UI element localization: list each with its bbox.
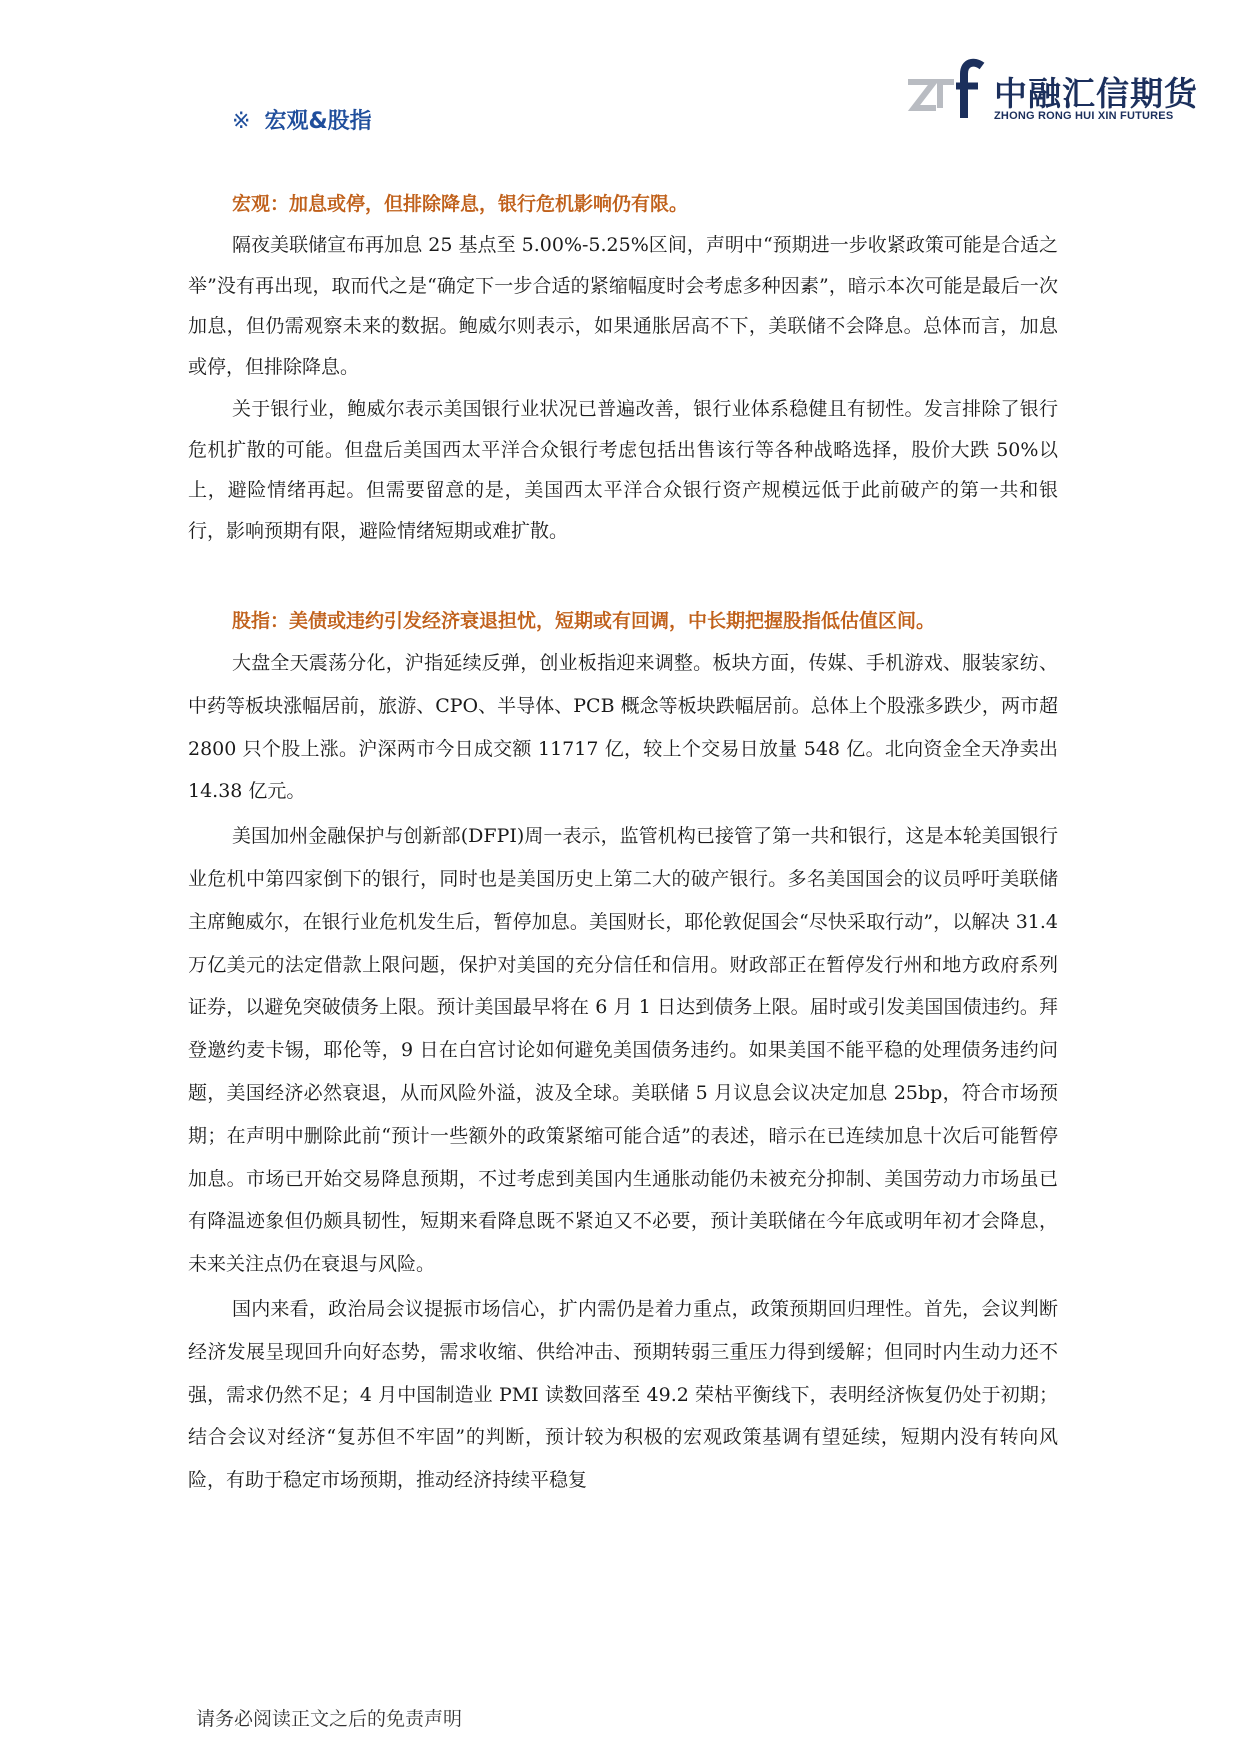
macro-paragraph-1: 隔夜美联储宣布再加息 25 基点至 5.00%-5.25%区间，声明中“预期进一步收紧政策可能是合适之举”没有再出现，取而代之是“确定下一步合适的紧缩幅度时会考虑多种因素”，暗示本次可能是最后一次加息，但仍需观察未来的数据。鲍威尔则表示，如果通胀居高不下，美联储不会降息。总体而言，加息或停，但排除降息。 (188, 234, 1058, 378)
section-title-text: 宏观&股指 (264, 109, 372, 134)
zrf-logo-mark-icon (904, 58, 986, 120)
index-paragraph-2: 美国加州金融保护与创新部(DFPI)周一表示，监管机构已接管了第一共和银行，这是本轮美国银行业危机中第四家倒下的银行，同时也是美国历史上第二大的破产银行。多名美国国会的议员呼吁美联储主席鲍威尔，在银行业危机发生后，暂停加息。美国财长，耶伦敦促国会“尽快采取行动”，以解决 31.4 万亿美元的法定借款上限问题，保护对美国的充分信任和信用。财政部正在暂停发行州和地方政府系列证券，以避免突破债务上限。预计美国最早将在 6 月 1 日达到债务上限。届时或引发美国国债违约。拜登邀约麦卡锡，耶伦等，9 日在白宫讨论如何避免美国债务违约。如果美国不能平稳的处理债务违约问题，美国经济必然衰退，从而风险外溢，波及全球。美联储 5 月议息会议决定加息 25bp，符合市场预期；在声明中删除此前“预计一些额外的政策紧缩可能合适”的表述，暗示在已连续加息十次后可能暂停加息。市场已开始交易降息预期，不过考虑到美国内生通胀动能仍未被充分抑制、美国劳动力市场虽已有降温迹象但仍颇具韧性，短期来看降息既不紧迫又不必要，预计美联储在今年底或明年初才会降息，未来关注点仍在衰退与风险。 (188, 825, 1058, 1276)
macro-paragraph-2: 关于银行业，鲍威尔表示美国银行业状况已普遍改善，银行业体系稳健且有韧性。发言排除了银行危机扩散的可能。但盘后美国西太平洋合众银行考虑包括出售该行等各种战略选择，股价大跌 50%以上，避险情绪再起。但需要留意的是，美国西太平洋合众银行资产规模远低于此前破产的第一共和银行，影响预期有限，避险情绪短期或难扩散。 (188, 398, 1058, 542)
index-heading: 股指：美债或违约引发经济衰退担忧，短期或有回调，中长期把握股指低估值区间。 (232, 610, 936, 632)
section-spacer (188, 553, 1058, 607)
logo-chinese-name: 中融汇信期货 (994, 74, 1198, 113)
report-body (188, 190, 1058, 1504)
company-logo (904, 58, 1198, 130)
section-title (232, 104, 372, 135)
index-paragraph-3: 国内来看，政治局会议提振市场信心，扩内需仍是着力重点，政策预期回归理性。首先，会议判断经济发展呈现回升向好态势，需求收缩、供给冲击、预期转弱三重压力得到缓解；但同时内生动力还不强，需求仍然不足；4 月中国制造业 PMI 读数回落至 49.2 荣枯平衡线下，表明经济恢复仍处于初期；结合会议对经济“复苏但不牢固”的判断，预计较为积极的宏观政策基调有望延续，短期内没有转向风险，有助于稳定市场预期，推动经济持续平稳复 (188, 1297, 1058, 1492)
disclaimer-footer: 请务必阅读正文之后的免责声明 (196, 1708, 463, 1730)
macro-heading: 宏观：加息或停，但排除降息，银行危机影响仍有限。 (232, 193, 689, 215)
logo-english-name: ZHONG RONG HUI XIN FUTURES (994, 110, 1174, 122)
reference-mark-icon: ※ (232, 109, 251, 134)
index-paragraph-1: 大盘全天震荡分化，沪指延续反弹，创业板指迎来调整。板块方面，传媒、手机游戏、服装家纺、中药等板块涨幅居前，旅游、CPO、半导体、PCB 概念等板块跌幅居前。总体上个股涨多跌少，两市超 2800 只个股上涨。沪深两市今日成交额 11717 亿，较上个交易日放量 548 亿。北向资金全天净卖出 14.38 亿元。 (188, 652, 1058, 803)
